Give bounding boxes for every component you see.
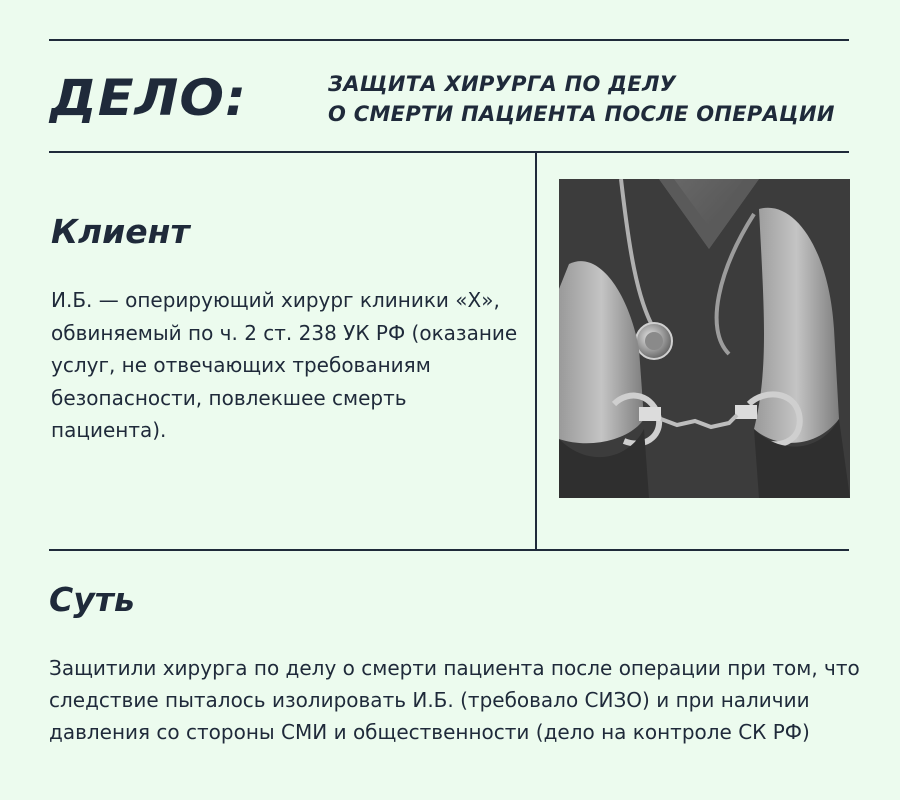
case-title	[328, 69, 858, 129]
gist-description: Защитили хирурга по делу о смерти пациента после операции при том, что следствие пыталось изолировать И.Б. (требовало СИЗО) и при наличии давления со стороны СМИ и общественности (дело на контроле СК РФ)	[49, 656, 860, 744]
gist-heading: Суть	[49, 580, 135, 619]
case-label: ДЕЛО:	[50, 69, 248, 127]
surgeon-handcuffs-photo	[559, 179, 850, 498]
divider-vertical	[535, 153, 537, 551]
divider-top	[49, 39, 849, 41]
client-heading: Клиент	[51, 212, 190, 251]
client-description: И.Б. — оперирующий хирург клиники «Х», обвиняемый по ч. 2 ст. 238 УК РФ (оказание услуг, не отвечающих требованиям безопасности, повлекшее смерть пациента).	[51, 288, 518, 442]
case-title-line-2: О СМЕРТИ ПАЦИЕНТА ПОСЛЕ ОПЕРАЦИИ	[328, 102, 835, 126]
divider-middle	[49, 549, 849, 551]
photo-illustration	[559, 179, 850, 498]
case-title-line-1: ЗАЩИТА ХИРУРГА ПО ДЕЛУ	[328, 72, 677, 96]
divider-header	[49, 151, 849, 153]
